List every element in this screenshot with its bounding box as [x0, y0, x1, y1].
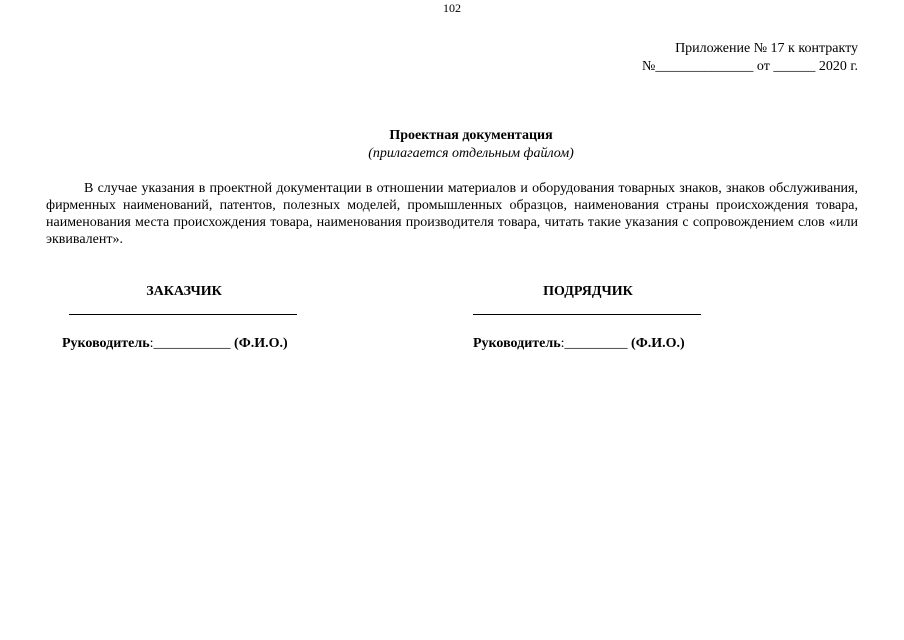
- customer-title: ЗАКАЗЧИК: [146, 284, 222, 299]
- document-subtitle: (прилагается отдельным файлом): [368, 146, 574, 161]
- contractor-role-blank: :_________: [560, 336, 628, 351]
- appendix-reference: Приложение № 17 к контракту: [675, 41, 858, 56]
- contractor-title: ПОДРЯДЧИК: [543, 284, 633, 299]
- contractor-name-placeholder: (Ф.И.О.): [631, 336, 685, 351]
- customer-role-label: Руководитель: [62, 336, 150, 351]
- document-title: Проектная документация: [389, 128, 553, 143]
- appendix-header: [642, 40, 858, 76]
- contractor-head-signature: [473, 335, 685, 352]
- contract-number-date: №______________ от ______ 2020 г.: [642, 59, 858, 74]
- contractor-role-label: Руководитель: [473, 336, 561, 351]
- contractor-signature-line: [473, 314, 701, 315]
- customer-block: [69, 283, 299, 315]
- customer-name-placeholder: (Ф.И.О.): [234, 336, 288, 351]
- customer-head-signature: [62, 335, 288, 352]
- equivalent-clause-paragraph: В случае указания в проектной документации в отношении материалов и оборудования товарных знаков, знаков обслуживания, фирменных наименований, патентов, полезных моделей, промышленных образцов, наименования страны происхождения товара, наименования места происхождения товара, наименования производителя товара, читать такие указания с сопровождением слов «или эквивалент».: [46, 181, 858, 247]
- customer-signature-line: [69, 314, 297, 315]
- customer-role-blank: :___________: [149, 336, 231, 351]
- contractor-block: [473, 283, 703, 315]
- page-number: 102: [443, 1, 461, 15]
